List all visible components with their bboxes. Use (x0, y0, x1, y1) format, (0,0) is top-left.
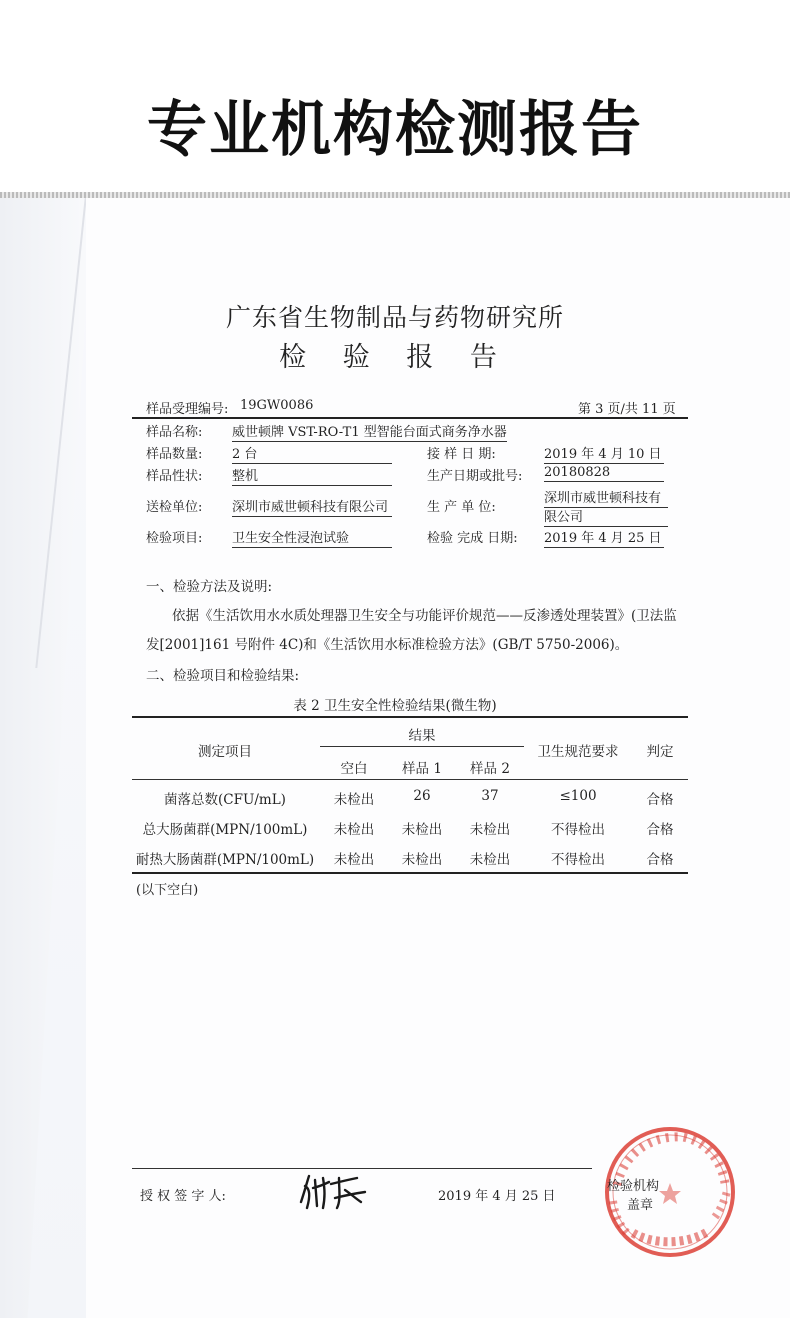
table-cell-verdict: 合格 (646, 822, 674, 838)
table-row-item: 菌落总数(CFU/mL) (164, 792, 286, 808)
test-item: 卫生安全性浸泡试验 (232, 527, 392, 548)
sample-name-label: 样品名称: (146, 425, 203, 440)
table-cell-verdict: 合格 (646, 852, 674, 868)
finish-date: 2019 年 4 月 25 日 (544, 527, 664, 548)
nature: 整机 (232, 465, 392, 486)
batch: 20180828 (544, 465, 664, 482)
table-cell-blank: 未检出 (333, 792, 375, 808)
stamp-label-2: 盖章 (627, 1198, 654, 1213)
table-cell-sample1: 未检出 (401, 852, 443, 868)
accept-no: 19GW0086 (240, 398, 314, 413)
header-rule (132, 417, 688, 419)
banner (0, 0, 790, 192)
sign-label: 授 权 签 字 人: (140, 1189, 226, 1204)
table-caption: 表 2 卫生安全性检验结果(微生物) (293, 698, 497, 714)
results-heading: 二、检验项目和检验结果: (146, 668, 300, 684)
header-sample1: 样品 1 (402, 761, 442, 777)
table-cell-blank: 未检出 (333, 822, 375, 838)
signature-image (295, 1172, 370, 1212)
header-result: 结果 (408, 728, 436, 744)
table-top-rule (132, 716, 688, 718)
header-bottom-rule (132, 779, 688, 780)
table-cell-verdict: 合格 (646, 792, 674, 808)
accept-no-label: 样品受理编号: (146, 402, 229, 417)
table-cell-sample2: 未检出 (469, 852, 511, 868)
result-sub-rule (320, 746, 524, 747)
footer-rule (132, 1168, 592, 1169)
table-cell-standard: ≤100 (559, 788, 597, 804)
table-row-item: 耐热大肠菌群(MPN/100mL) (135, 852, 315, 868)
receive-date-label: 接 样 日 期: (427, 447, 496, 462)
qty: 2 台 (232, 443, 392, 464)
method-text-1: 依据《生活饮用水水质处理器卫生安全与功能评价规范——反渗透处理装置》(卫法监 (172, 608, 677, 624)
table-cell-sample1: 26 (413, 788, 431, 804)
table-cell-blank: 未检出 (333, 852, 375, 868)
nature-label: 样品性状: (146, 469, 203, 484)
table-cell-standard: 不得检出 (551, 852, 605, 868)
receive-date: 2019 年 4 月 10 日 (544, 443, 664, 464)
table-bottom-rule (132, 872, 688, 874)
report-title: 检 验 报 告 (279, 342, 511, 373)
producer-line2: 限公司 (544, 506, 668, 527)
table-cell-sample2: 37 (481, 788, 499, 804)
producer-label: 生 产 单 位: (427, 500, 496, 515)
item-label: 检验项目: (146, 531, 203, 546)
page-info: 第 3 页/共 11 页 (578, 402, 676, 417)
sender-label: 送检单位: (146, 500, 203, 515)
institution-name: 广东省生物制品与药物研究所 (225, 303, 564, 332)
batch-label: 生产日期或批号: (427, 469, 523, 484)
banner-title: 专业机构检测报告 (147, 95, 643, 165)
producer-line1: 深圳市威世顿科技有 (544, 487, 668, 508)
table-cell-standard: 不得检出 (551, 822, 605, 838)
finish-label: 检验 完成 日期: (427, 531, 518, 546)
header-verdict: 判定 (646, 744, 674, 760)
header-blank: 空白 (340, 761, 368, 777)
table-cell-sample1: 未检出 (401, 822, 443, 838)
sample-name: 威世顿牌 VST-RO-T1 型智能台面式商务净水器 (232, 421, 507, 442)
header-sample2: 样品 2 (470, 761, 510, 777)
sender: 深圳市威世顿科技有限公司 (232, 496, 392, 517)
header-standard: 卫生规范要求 (537, 744, 619, 760)
method-heading: 一、检验方法及说明: (146, 579, 273, 595)
table-row-item: 总大肠菌群(MPN/100mL) (142, 822, 308, 838)
method-text-2: 发[2001]161 号附件 4C)和《生活饮用水标准检验方法》(GB/T 5750-2006)。 (146, 637, 629, 653)
sign-date: 2019 年 4 月 25 日 (438, 1189, 556, 1204)
stamp-label-1: 检验机构 (607, 1179, 660, 1194)
qty-label: 样品数量: (146, 447, 203, 462)
table-cell-sample2: 未检出 (469, 822, 511, 838)
blank-note: (以下空白) (136, 883, 199, 898)
header-item: 测定项目 (198, 744, 252, 760)
